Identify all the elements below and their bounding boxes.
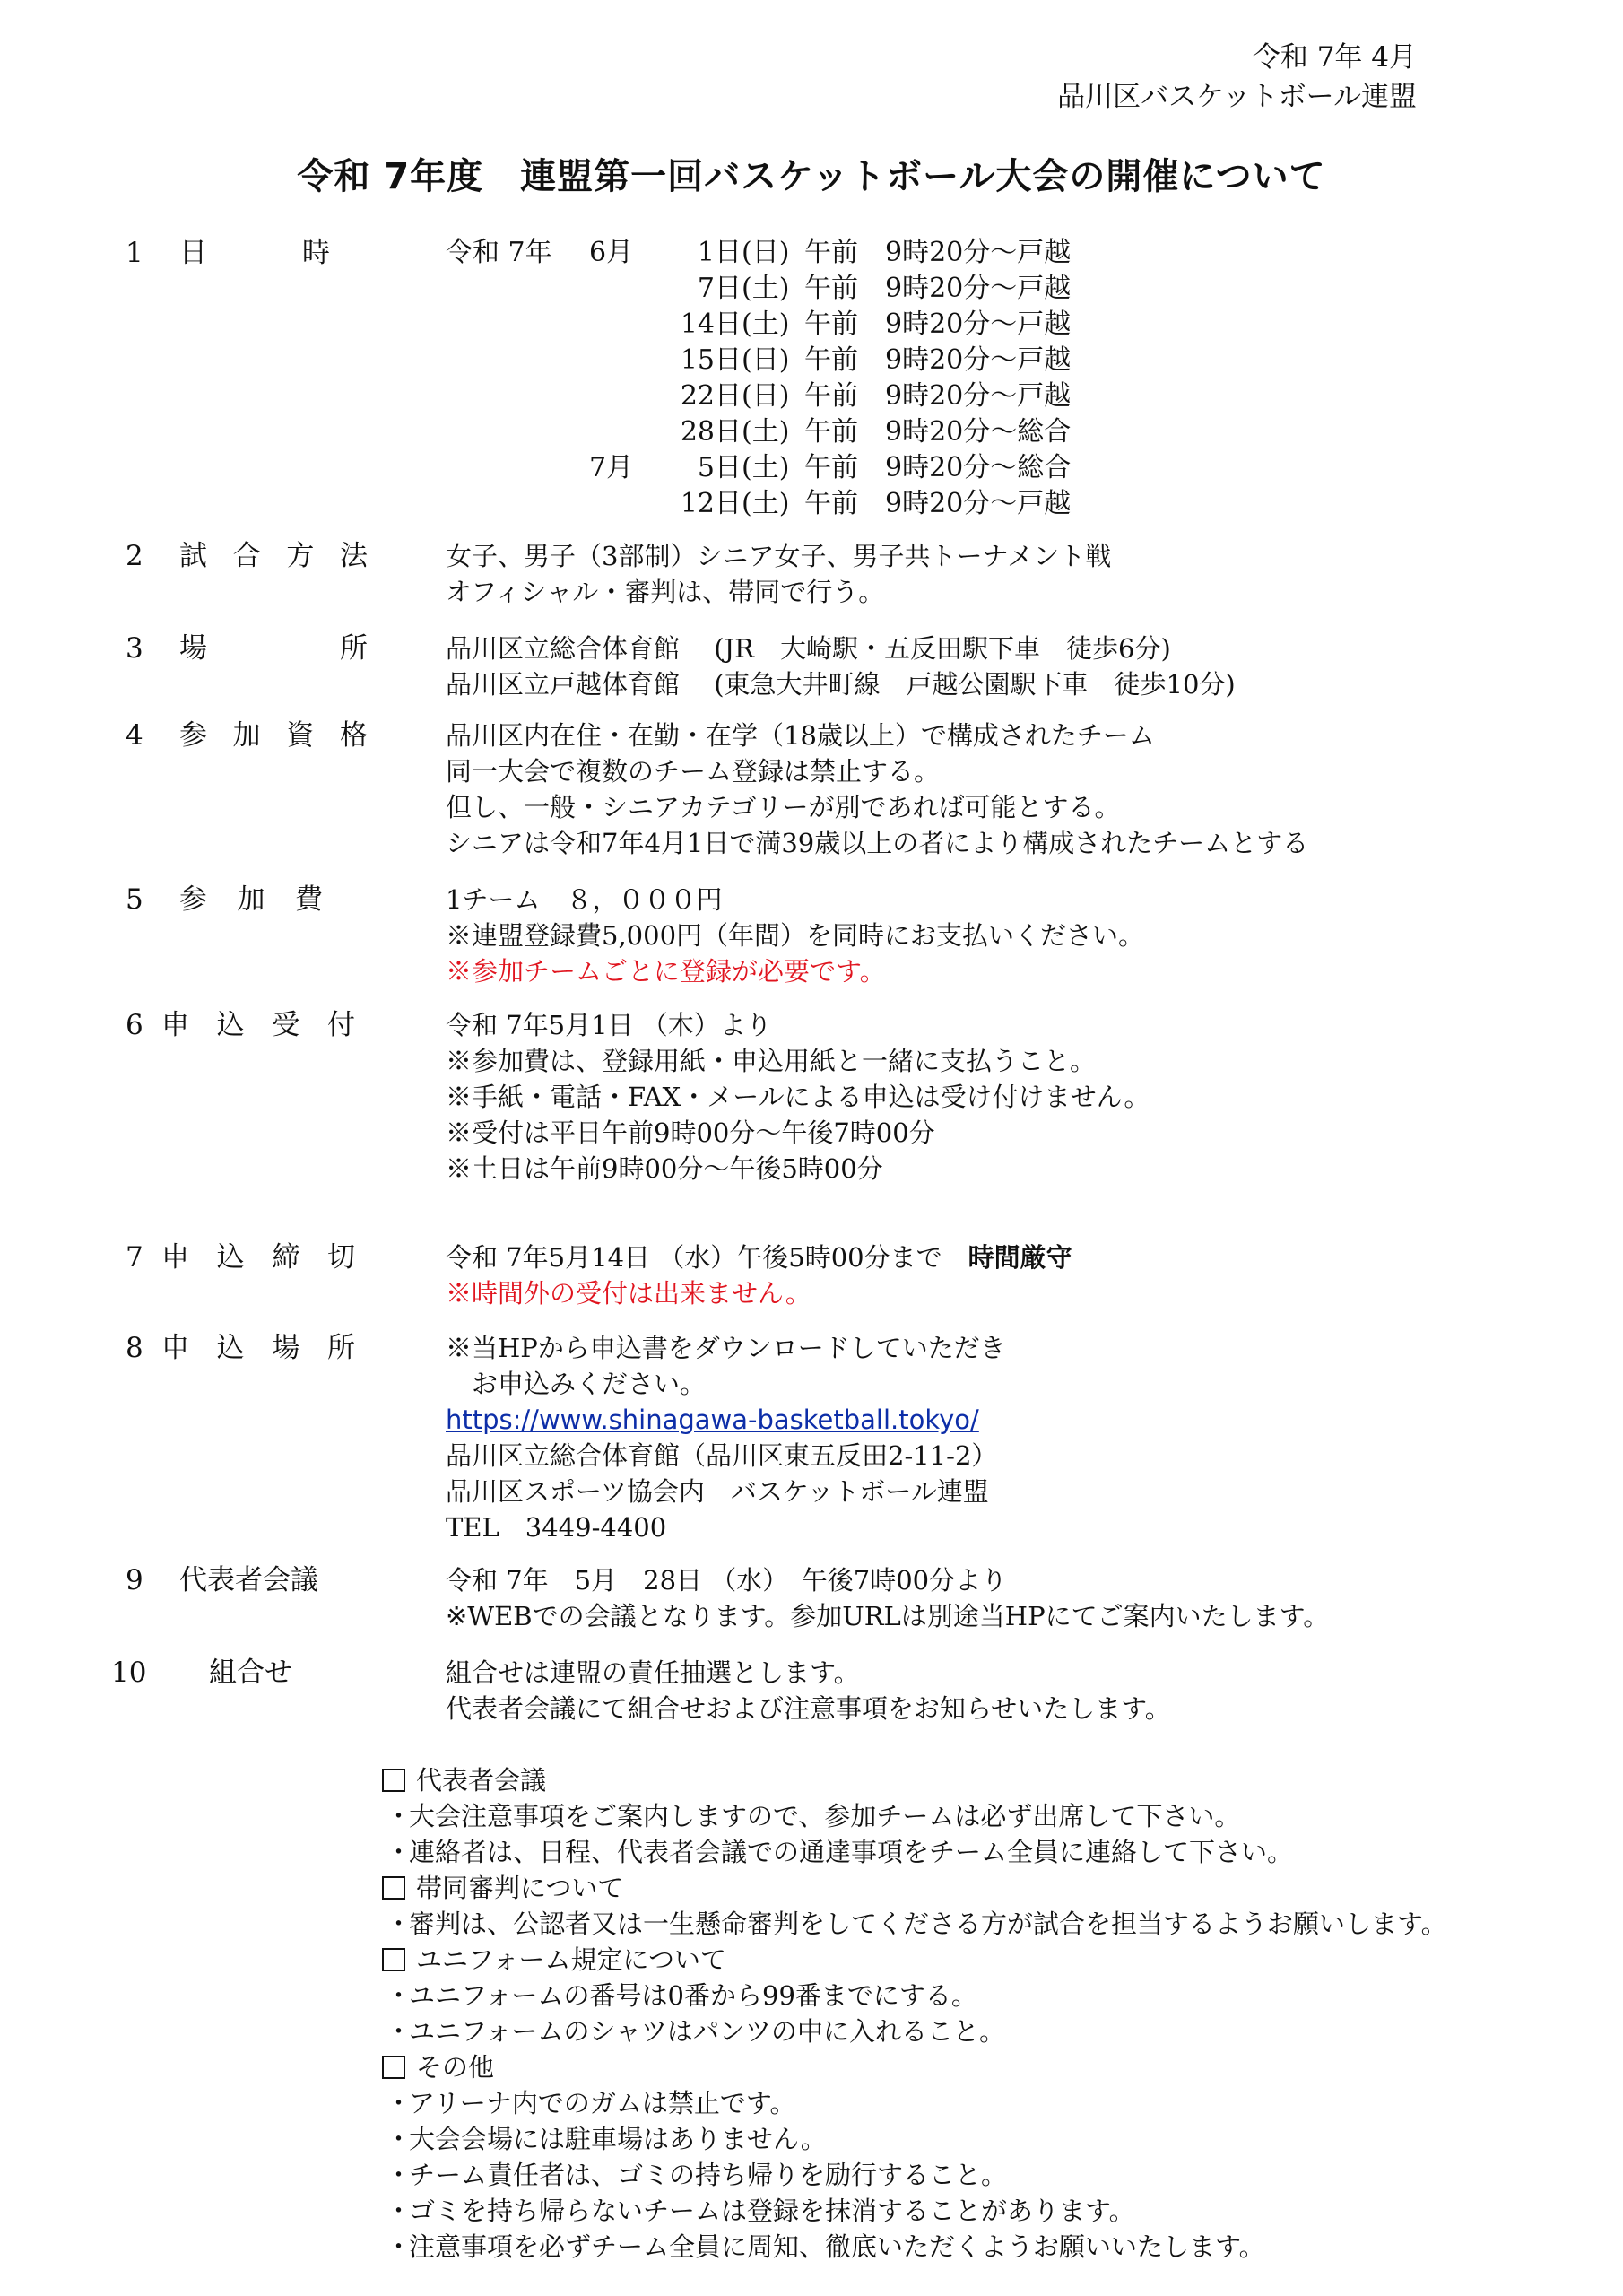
note-heading: 代表者会議 <box>377 1762 1447 1798</box>
section-body: 品川区立総合体育館 (JR 大崎駅・五反田駅下車 徒歩6分) 品川区立戸越体育館 (東急大井町線 戸越公園駅下車 徒歩10分) <box>446 633 1236 700</box>
checkbox-icon <box>382 1948 405 1971</box>
header-block <box>1057 38 1417 117</box>
strict-time-note: 時間厳守 <box>968 1242 1072 1273</box>
section-body: 女子、男子（3部制）シニア女子、男子共トーナメント戦 オフィシャル・審判は、帯同で行う。 <box>446 541 1112 607</box>
section-number: 5 <box>126 883 143 916</box>
section-body: 令和 7年5月1日 （木）より ※参加費は、登録用紙・申込用紙と一緒に支払うこと。 ※手紙・電話・FAX・メールによる申込は受け付けません。 ※受付は平日午前9時00分～午後7時00分 ※土日は午前9時00分～午後5時00分 <box>446 1010 1150 1184</box>
section-label: 参 加 資 格 <box>179 719 368 752</box>
checkbox-icon <box>382 1769 405 1792</box>
section-number: 6 <box>126 1009 143 1041</box>
section-body: 令和 7年5月14日 （水）午後5時00分まで 時間厳守 ※時間外の受付は出来ません。 <box>446 1239 1072 1311</box>
note-item: ・大会注意事項をご案内しますので、参加チームは必ず出席して下さい。 <box>386 1801 1241 1831</box>
section-body: 組合せは連盟の責任抽選とします。 代表者会議にて組合せおよび注意事項をお知らせいたします。 <box>446 1657 1171 1724</box>
section-label: 代 表 者 会 議 <box>179 1564 318 1596</box>
section-label: 申 込 受 付 <box>161 1009 355 1041</box>
registration-warning: ※参加チームごとに登録が必要です。 <box>446 956 886 987</box>
note-heading: ユニフォーム規定について <box>377 1942 1447 1978</box>
section-label: 申 込 締 切 <box>161 1241 355 1274</box>
late-warning: ※時間外の受付は出来ません。 <box>446 1278 812 1309</box>
section-label: 参 加 費 <box>179 883 323 916</box>
section-number: 4 <box>126 719 143 752</box>
note-item: ・審判は、公認者又は一生懸命審判をしてくださる方が試合を担当するようお願いします。 <box>386 1909 1447 1939</box>
section-label: 場 所 <box>179 632 368 665</box>
checkbox-icon <box>382 1876 405 1900</box>
document-title: 令和 7年度 連盟第一回バスケットボール大会の開催について <box>297 156 1326 197</box>
note-item: ・アリーナ内でのガムは禁止です。 <box>386 2088 796 2118</box>
note-item: ・ユニフォームのシャツはパンツの中に入れること。 <box>386 2016 1005 2047</box>
header-organization: 品川区バスケットボール連盟 <box>1057 81 1417 113</box>
section-label: 日 時 <box>179 237 330 269</box>
section-number: 8 <box>126 1332 143 1364</box>
checkbox-icon <box>382 2056 405 2079</box>
section-body: 1チーム ８，０００円 ※連盟登録費5,000円（年間）を同時にお支払いください。 ※参加チームごとに登録が必要です。 <box>446 882 1144 989</box>
website-link[interactable]: https://www.shinagawa-basketball.tokyo/ <box>446 1405 979 1435</box>
note-item: ・チーム責任者は、ゴミの持ち帰りを励行すること。 <box>386 2160 1008 2190</box>
section-body: 品川区内在住・在勤・在学（18歳以上）で構成されたチーム 同一大会で複数のチーム登録は禁止する。 但し、一般・シニアカテゴリーが別であれば可能とする。 シニアは令和7年4月1日で満39歳以上の者により構成されたチームとする <box>446 720 1309 858</box>
header-date: 令和 7年 4月 <box>1252 41 1417 74</box>
section-number: 10 <box>111 1657 147 1689</box>
section-body: ※当HPから申込書をダウンロードしていただき お申込みください。 https://www.shinagawa-basketball.tokyo/ 品川区立総合体育館（品川区東五反田2-11-2） 品川区スポーツ協会内 バスケットボール連盟 TEL 3449-4400 <box>446 1333 1006 1543</box>
document-page: 令和 7年 4月 品川区バスケットボール連盟 令和 7年度 連盟第一回バスケットボール大会の開催について 1 日 時 令和 7年 6月 1日 (日) 午前 9時20分～戸越 7日 (土) 午前 9時20分～戸越 14日 (土) 午前 9時20分～戸越 15日 (日) 午前 9時20分～戸越 22日 (日) 午前 9時20分～戸越 28日 (土) 午前 9時20分～総合 7月 5日 (土) 午前 9時20分～総合 12日 (土) 午前 9時20分～戸越 2 試 合 方 法 女子、男子（3部制）シニア女子、男子共トーナメント戦 オフィシャル・審判は、帯同で行う。 3 場 所 品川区立総合体育館 (JR 大崎駅・五反田駅下車 徒歩6分) 品川区立戸越体育館 (東急大井町線 戸越公園駅下車 徒歩10分) 4 参 加 資 格 品川区内在住・在勤・在学（18歳以上）で構成されたチーム 同一大会で複数のチーム登録は禁止する。 但し、一般・シニアカテゴリーが別であれば可能とする。 シニアは令和7年4月1日で満39歳以上の者により構成されたチームとする 5 参 加 費 1チーム ８，０００円 ※連盟登録費5,000円（年間）を同時にお支払いください。 ※参加チームごとに登録が必要です。 6 申 込 受 付 令和 7年5月1日 （木）より ※参加費は、登録用紙・申込用紙と一緒に支払うこと。 ※手紙・電話・FAX・メールによる申込は受け付けません。 ※受付は平日午前9時00分～午後7時00分 ※土日は午前9時00分～午後5時00分 7 申 込 締 切 令和 7年5月14日 （水）午後5時00分まで 時間厳守 ※時間外の受付は出来ません。 8 申 込 場 所 ※当HPから申込書をダウンロードしていただき お申込みください。 https://www.shinagawa-basketball.tokyo/ 品川区立総合体育館（品川区東五反田2-11-2） 品川区スポーツ協会内 バスケットボール連盟 TEL 3449-4400 9 代 表 者 会 議 令和 7年 5月 28日 （水） 午後7時00分より ※WEBでの会議となります。参加URLは別途当HPにてご案内いたします。 10 組 合 せ 組合せは連盟の責任抽選とします。 代表者会議にて組合せおよび注意事項をお知らせいたします。 代表者会議 ・大会注意事項をご案内しますので、参加チームは必ず出席して下さい。 ・連絡者は、日程、代表者会議での通達事項をチーム全員に連絡して下さい。 帯同審判について ・審判は、公認者又は一生懸命審判をしてくださる方が試合を担当するようお願いします。 ユニフォーム規定について ・ユニフォームの番号は0番から99番までにする。 ・ユニフォームのシャツはパンツの中に入れること。 その他 ・アリーナ内でのガムは禁止です。 ・大会会場には駐車場はありません。 ・チーム責任者は、ゴミの持ち帰りを励行すること。 ・ゴミを持ち帰らないチームは登録を抹消することがあります。 ・注意事項を必ずチーム全員に周知、徹底いただくようお願いいたします。 <box>0 0 1623 2296</box>
section-label: 試 合 方 法 <box>179 540 368 572</box>
section-number: 7 <box>126 1241 143 1274</box>
section-number: 1 <box>126 237 143 269</box>
note-item: ・連絡者は、日程、代表者会議での通達事項をチーム全員に連絡して下さい。 <box>386 1837 1294 1867</box>
section-number: 3 <box>126 632 143 665</box>
note-item: ・注意事項を必ずチーム全員に周知、徹底いただくようお願いいたします。 <box>386 2231 1265 2262</box>
section-number: 2 <box>126 540 143 572</box>
section-label: 申 込 場 所 <box>161 1332 355 1364</box>
note-item: ・大会会場には駐車場はありません。 <box>386 2124 827 2154</box>
section-number: 9 <box>126 1564 143 1596</box>
note-heading: 帯同審判について <box>377 1870 1447 1906</box>
notes-block <box>377 1762 1447 2265</box>
note-heading: その他 <box>377 2049 1447 2085</box>
section-body: 令和 7年 5月 28日 （水） 午後7時00分より ※WEBでの会議となります。参加URLは別途当HPにてご案内いたします。 <box>446 1565 1330 1631</box>
note-item: ・ユニフォームの番号は0番から99番までにする。 <box>386 1980 977 2011</box>
note-item: ・ゴミを持ち帰らないチームは登録を抹消することがあります。 <box>386 2196 1135 2226</box>
section-label: 組 合 せ <box>209 1657 292 1689</box>
